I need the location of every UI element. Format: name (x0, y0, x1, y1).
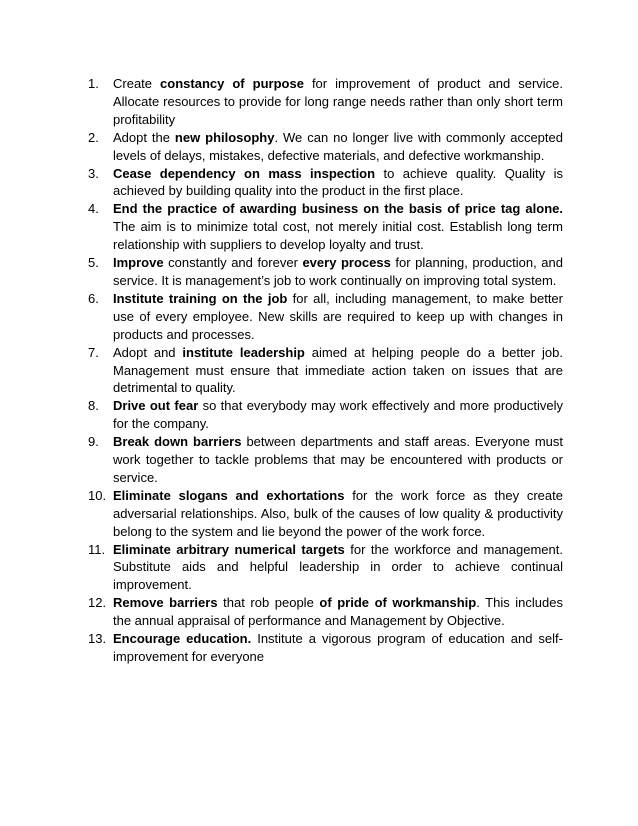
item-text: for all, including management, to make better use of every employee. New skills are required to keep up with changes in products and processes. (113, 290, 563, 342)
list-item (88, 75, 563, 129)
item-text: The aim is to minimize total cost, not merely initial cost. Establish long term relationship with suppliers to develop loyalty and trust. (113, 219, 563, 253)
list-item (88, 594, 563, 630)
item-text: Adopt and (113, 344, 183, 360)
list-item (88, 254, 563, 290)
item-text: for planning, production, and service. It is management’s job to work continually on improving total system. (113, 255, 563, 288)
item-number: 9. (88, 434, 99, 450)
item-number: 11. (88, 541, 106, 557)
item-number: 1. (88, 76, 99, 91)
bold-phrase: every process (302, 255, 391, 271)
item-text: Institute a vigorous program of education and self-improvement for everyone (113, 631, 563, 664)
list-item (88, 200, 563, 254)
item-number: 8. (88, 398, 99, 414)
numbered-points-list (88, 75, 563, 666)
item-text: to achieve quality. Quality is achieved by building quality into the product in the first place. (113, 165, 563, 199)
item-text: between departments and staff areas. Everyone must work together to tackle problems that may be encountered with products or service. (113, 434, 564, 485)
list-item (88, 397, 563, 433)
list-item (88, 129, 563, 165)
item-text: . We can no longer live with commonly accepted levels of delays, mistakes, defective materials, and defective workmanship. (113, 129, 563, 163)
item-number: 6. (88, 290, 99, 306)
list-item (88, 433, 563, 487)
list-item (88, 290, 563, 344)
list-item (88, 541, 563, 595)
item-text: for improvement of product and service. Allocate resources to provide for long range needs rather than only short term profitability (113, 76, 564, 127)
item-number: 7. (88, 344, 99, 360)
item-text: Create (113, 76, 161, 91)
item-text: for the work force as they create adversarial relationships. Also, bulk of the causes of low quality & productivity belong to the system and lie beyond the power of the work force. (113, 487, 563, 539)
item-number: 2. (88, 129, 99, 145)
item-text: Adopt the (113, 129, 175, 145)
item-number: 4. (88, 201, 99, 217)
item-text: that rob people (217, 595, 320, 611)
list-item (88, 630, 563, 666)
bold-phrase: constancy of purpose (160, 76, 304, 91)
bold-phrase: Encourage education. (113, 631, 252, 647)
bold-phrase: Remove barriers (113, 595, 218, 611)
item-text: . This includes the annual appraisal of performance and Management by Objective. (113, 595, 563, 629)
item-number: 5. (88, 255, 99, 271)
bold-phrase: Cease dependency on mass inspection (113, 165, 376, 181)
item-text: for the workforce and management. Substitute aids and helpful leadership in order to achieve continual improvement. (113, 541, 563, 593)
item-number: 10. (88, 487, 107, 503)
list-item (88, 344, 563, 398)
item-text: aimed at helping people do a better job. Management must ensure that immediate action taken on issues that are detrimental to quality. (113, 344, 563, 396)
list-item (88, 165, 563, 201)
bold-phrase: Improve (113, 255, 164, 271)
bold-phrase: of pride of workmanship (319, 595, 477, 611)
bold-phrase: Break down barriers (113, 434, 242, 450)
list-item (88, 487, 563, 541)
bold-phrase: Drive out fear (113, 398, 199, 414)
bold-phrase: new philosophy (174, 129, 275, 145)
bold-phrase: End the practice of awarding business on the basis of price tag alone. (113, 201, 563, 217)
item-text: so that everybody may work effectively and more productively for the company. (113, 398, 563, 432)
item-number: 12. (88, 595, 107, 611)
bold-phrase: Eliminate slogans and exhortations (113, 487, 345, 503)
item-number: 13. (88, 631, 107, 647)
item-number: 3. (88, 165, 99, 181)
bold-phrase: Eliminate arbitrary numerical targets (113, 541, 345, 557)
bold-phrase: institute leadership (182, 344, 305, 360)
bold-phrase: Institute training on the job (113, 290, 288, 306)
item-text: constantly and forever (163, 255, 303, 271)
